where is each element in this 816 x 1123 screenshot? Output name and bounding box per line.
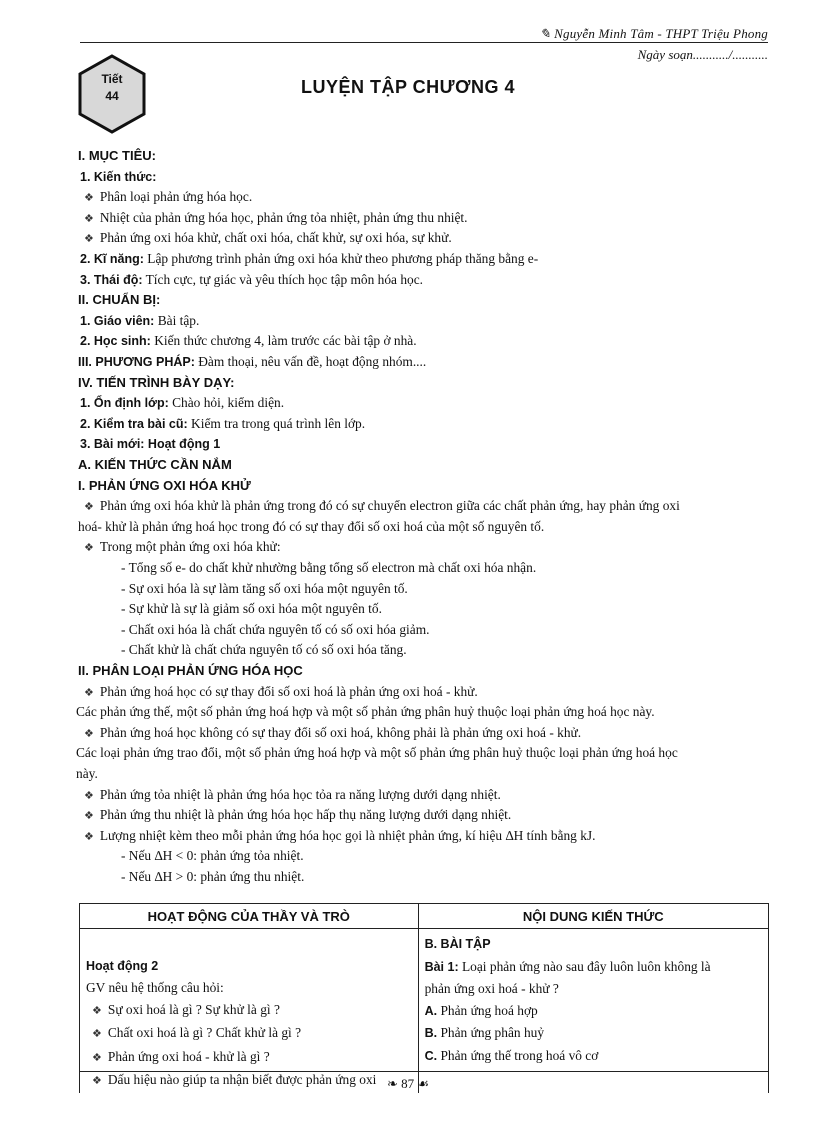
bullet-text: Phản ứng tỏa nhiệt là phản ứng hóa học tỏa ra năng lượng dưới dạng nhiệt. [99, 786, 501, 802]
diamond-bullet-icon: ❖ [84, 727, 94, 740]
cell-text: Phản ứng hoá hợp [440, 1002, 538, 1018]
text-line [121, 579, 408, 599]
activity-table [79, 903, 769, 1093]
item-text: Bài tập. [157, 312, 200, 328]
bullet-text: Phản ứng hoá học có sự thay đổi số oxi hoá là phản ứng oxi hoá - khử. [99, 683, 478, 699]
diamond-bullet-icon: ❖ [84, 810, 94, 823]
text-line [84, 723, 581, 744]
cell-line [86, 977, 412, 999]
cell-label: Bài 1: [424, 959, 459, 974]
item-label: 2. Kiểm tra bài cũ: [80, 416, 188, 431]
diamond-bullet-icon: ❖ [84, 212, 94, 225]
text-line [84, 496, 680, 517]
diamond-bullet-icon: ❖ [84, 686, 94, 699]
text-line [80, 311, 199, 331]
dash-item: - Chất khử là chất chứa nguyên tố có số oxi hóa tăng. [121, 642, 407, 658]
cell-line [425, 978, 762, 1000]
cell-line [425, 1000, 762, 1023]
diamond-bullet-icon: ❖ [84, 192, 94, 205]
cell-label: C. [424, 1048, 438, 1063]
footer-divider [79, 1071, 769, 1072]
diamond-bullet-icon: ❖ [92, 1004, 102, 1017]
text-line [84, 805, 511, 826]
text-line [84, 785, 501, 806]
paragraph-text: hoá- khử là phản ứng hoá học trong đó có sự thay đổi số oxi hoá của một số nguyên tố. [78, 518, 545, 534]
text-line [84, 537, 281, 558]
bullet-text: Phản ứng oxi hóa khử, chất oxi hóa, chất khử, sự oxi hóa, sự khử. [99, 230, 452, 246]
cell-heading: Hoạt động 2 [86, 958, 159, 973]
bullet-text: Trong một phản ứng oxi hóa khử: [99, 539, 281, 555]
cell-text: Sự oxi hoá là gì ? Sự khử là gì ? [107, 1001, 280, 1017]
dash-item: - Nếu ∆H < 0: phản ứng tỏa nhiệt. [121, 848, 304, 864]
text-line [84, 826, 595, 847]
diamond-bullet-icon: ❖ [84, 501, 94, 514]
text-line [78, 517, 544, 537]
text-line [80, 414, 365, 434]
diamond-bullet-icon: ❖ [92, 1051, 102, 1064]
text-line [78, 373, 235, 393]
text-line [78, 290, 160, 310]
page-number: ❧ 87 ☙ [386, 1076, 430, 1091]
dash-item: - Chất oxi hóa là chất chứa nguyên tố có số oxi hóa giảm. [121, 621, 430, 637]
cell-text: phản ứng oxi hoá - khử ? [424, 981, 559, 996]
section-heading: II. CHUẨN BỊ: [78, 292, 161, 308]
bullet-text: Phản ứng thu nhiệt là phản ứng hóa học hấp thụ năng lượng dưới dạng nhiệt. [99, 807, 512, 823]
item-label: 2. Học sinh: [80, 334, 151, 349]
page-title: LUYỆN TẬP CHƯƠNG 4 [301, 77, 515, 97]
item-label: 1. Giáo viên: [80, 313, 155, 328]
section-heading: I. MỤC TIÊU: [78, 148, 156, 163]
item-text: Chào hỏi, kiểm diện. [172, 395, 285, 411]
text-line [76, 764, 98, 784]
bullet-text: Phân loại phản ứng hóa học. [99, 189, 253, 205]
cell-label: B. [424, 1026, 438, 1040]
cell-line [86, 1022, 412, 1046]
dash-item: - Sự khử là sự là giảm số oxi hóa một nguyên tố. [121, 601, 382, 617]
text-line [121, 867, 304, 887]
dash-item: - Nếu ∆H > 0: phản ứng thu nhiệt. [121, 869, 305, 884]
dash-item: - Sự oxi hóa là sự làm tăng số oxi hóa một nguyên tố. [121, 580, 408, 596]
text-line [80, 249, 538, 269]
cell-line [425, 933, 762, 956]
text-line [78, 352, 426, 372]
text-line [80, 393, 284, 413]
text-line [121, 558, 536, 578]
text-line [80, 434, 220, 454]
cell-text: Chất oxi hoá là gì ? Chất khử là gì ? [107, 1025, 302, 1040]
cell-line [425, 1022, 762, 1045]
cell-text: GV nêu hệ thống câu hỏi: [86, 980, 224, 995]
activities-cell [80, 929, 419, 1093]
item-label: 1. Ổn định lớp: [80, 396, 169, 411]
dash-item: - Tổng số e- do chất khử nhường bằng tổng số electron mà chất oxi hóa nhận. [121, 560, 537, 575]
text-line [84, 208, 468, 229]
cell-heading: B. BÀI TẬP [424, 937, 491, 951]
cell-line [86, 999, 412, 1023]
subsection-heading: 3. Bài mới: Hoạt động 1 [80, 437, 221, 452]
bullet-text: Phản ứng hoá học không có sự thay đổi số oxi hoá, không phải là phản ứng oxi hoá - khử. [99, 724, 582, 740]
item-text: Tích cực, tự giác và yêu thích học tập môn hóa học. [145, 271, 424, 287]
text-line [121, 599, 382, 619]
header-divider [80, 42, 768, 43]
cell-label: A. [424, 1003, 438, 1018]
cell-text: Phản ứng thế trong hoá vô cơ [440, 1047, 599, 1063]
text-line [121, 640, 407, 660]
text-line [78, 476, 251, 496]
item-text: Đàm thoại, nêu vấn đề, hoạt động nhóm.... [198, 354, 427, 369]
cell-line [425, 956, 762, 979]
table-header-activities: HOẠT ĐỘNG CỦA THẦY VÀ TRÒ [80, 904, 419, 929]
text-line [121, 846, 304, 866]
lesson-number: 44 [105, 89, 119, 103]
item-text: Kiểm tra trong quá trình lên lớp. [191, 415, 366, 431]
cell-text: Phản ứng oxi hoá - khử là gì ? [107, 1048, 270, 1064]
diamond-bullet-icon: ❖ [84, 789, 94, 802]
diamond-bullet-icon: ❖ [92, 1028, 102, 1040]
cell-line [425, 1045, 762, 1068]
text-line [84, 228, 452, 249]
paragraph-text: Các phản ứng thế, một số phản ứng hoá hợp và một số phản ứng phân huỷ thuộc loại phản ứng hoá học này. [76, 704, 655, 720]
section-heading: II. PHÂN LOẠI PHẢN ỨNG HÓA HỌC [78, 663, 303, 678]
cell-text: Dấu hiệu nào giúp ta nhận biết được phản ứng oxi [107, 1072, 377, 1087]
item-text: Lập phương trình phản ứng oxi hóa khử theo phương pháp thăng bằng e- [147, 251, 539, 266]
header-author: ✎ Nguyễn Minh Tâm - THPT Triệu Phong [539, 26, 768, 41]
diamond-bullet-icon: ❖ [92, 1075, 102, 1087]
section-heading: A. KIẾN THỨC CẦN NẮM [78, 457, 232, 472]
item-label: 2. Kĩ năng: [80, 252, 144, 266]
text-line [80, 331, 417, 351]
header-date: Ngày soạn.........../........... [637, 47, 768, 62]
item-text: Kiến thức chương 4, làm trước các bài tập ở nhà. [154, 333, 417, 349]
text-line [80, 167, 156, 187]
paragraph-text: Các loại phản ứng trao đổi, một số phản ứng hoá hợp và một số phản ứng phân huỷ thuộc loại phản ứng hoá học [76, 745, 678, 761]
table-header-content: NỘI DUNG KIẾN THỨC [418, 904, 768, 929]
lesson-label: Tiết [101, 72, 123, 86]
text-line [84, 682, 478, 703]
bullet-text: Lượng nhiệt kèm theo mỗi phản ứng hóa học gọi là nhiệt phản ứng, kí hiệu ∆H tính bằng kJ. [99, 827, 596, 843]
cell-line [86, 955, 412, 978]
bullet-text: Nhiệt của phản ứng hóa học, phản ứng tỏa nhiệt, phản ứng thu nhiệt. [99, 209, 468, 225]
text-line [78, 661, 303, 681]
subsection-heading: 1. Kiến thức: [80, 169, 157, 184]
text-line [78, 455, 232, 475]
paragraph-text: này. [76, 766, 98, 781]
section-heading: IV. TIẾN TRÌNH BÀY DẠY: [78, 374, 235, 390]
text-line [76, 743, 678, 763]
text-line [80, 270, 423, 290]
content-cell [418, 929, 768, 1093]
cell-text: Loại phản ứng nào sau đây luôn luôn không là [461, 958, 711, 974]
section-heading: I. PHẢN ỨNG OXI HÓA KHỬ [78, 477, 251, 493]
text-line [78, 146, 156, 166]
diamond-bullet-icon: ❖ [84, 830, 94, 843]
diamond-bullet-icon: ❖ [84, 233, 94, 246]
cell-line [86, 933, 412, 955]
text-line [84, 187, 252, 208]
bullet-text: Phản ứng oxi hóa khử là phản ứng trong đó có sự chuyển electron giữa các chất phản ứng, hay phản ứng oxi [99, 498, 680, 514]
item-label: 3. Thái độ: [80, 272, 143, 287]
text-line [121, 620, 429, 640]
text-line [76, 702, 655, 722]
diamond-bullet-icon: ❖ [84, 542, 94, 555]
cell-line [86, 1046, 412, 1070]
item-label: III. PHƯƠNG PHÁP: [78, 355, 195, 369]
cell-text: Phản ứng phân huỷ [440, 1025, 545, 1040]
